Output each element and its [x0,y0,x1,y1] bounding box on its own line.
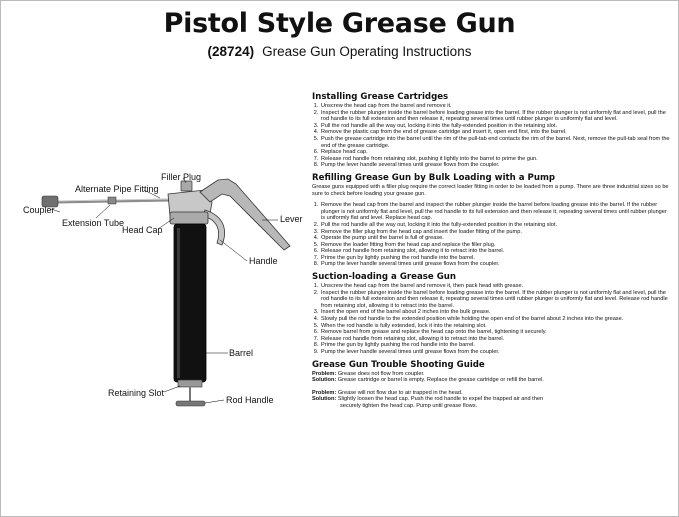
list-item: 7. Prime the gun by lightly pushing the rod handle into the barrel. [320,255,670,262]
page-title: Pistol Style Grease Gun [163,8,516,39]
suction-section [312,272,670,356]
list-item: 8. Pump the lever handle several times until grease flows from the coupler. [320,162,670,169]
list-item: 3. Pull the rod handle all the way out, locking it into the fully-extended position in the retaining slot. [320,123,670,130]
list-item: 1. Unscrew the head cap from the barrel and remove it. [320,103,670,110]
solution-continuation: securely tighten the head cap. Pump until grease flows. [340,402,478,409]
list-item: 6. Remove barrel from grease and replace the head cap onto the barrel, tightening it securely. [320,329,670,336]
list-item: 4. Operate the pump until the barrel is full of grease. [320,235,670,242]
list-item: 7. Release rod handle from retaining slot, pushing it lightly into the barrel to prime the gun. [320,156,670,163]
coupler-label: Coupler [23,205,55,215]
problem-row [312,390,670,397]
barrel-label: Barrel [229,348,254,358]
lever-label: Lever [280,214,303,224]
solution-row [312,377,670,384]
instructions-column [312,92,670,414]
refilling-section [312,173,670,268]
list-item: 6. Replace head cap. [320,149,670,156]
extension-tube-label: Extension Tube [62,218,125,228]
list-item: 5. Remove the loader fitting from the head cap and replace the filler plug. [320,242,670,249]
list-item: 6. Release rod handle from retaining slot, allowing it to retract into the barrel. [320,248,670,255]
suction-heading: Suction-loading a Grease Gun [312,272,456,283]
list-item: 9. Pump the lever handle several times until grease flows from the coupler. [320,349,670,356]
installing-section [312,92,670,169]
problem-label: Problem: [312,389,337,396]
problem-label: Problem: [312,370,337,377]
solution-label: Solution: [312,377,337,384]
list-item: 8. Prime the gun by lightly pushing the rod handle into the barrel. [320,342,670,349]
troubleshooting-heading: Grease Gun Trouble Shooting Guide [312,359,485,370]
head-cap-label: Head Cap [122,225,163,235]
subtitle-text: Grease Gun Operating Instructions [262,44,472,59]
page-subtitle [0,44,679,59]
list-item: 5. Push the grease cartridge into the barrel until the rim of the pull-tab end contacts the rim of the barrel. Next, remove the pull-tab seal from the end of the grease cartridge. [320,136,670,149]
installing-heading: Installing Grease Cartridges [312,92,449,102]
refilling-intro: Grease guns equipped with a filler plug require the correct loader fitting in order to be loaded from a pump. There are three industrial sizes so be sure to check before loading your grease gun. [312,183,669,197]
refilling-steps [312,202,670,268]
installing-steps [312,103,670,169]
solution-label: Solution: [312,396,337,403]
problem-text: Grease will not flow due to air trapped in the head. [337,389,463,396]
list-item: 5. When the rod handle is fully extended, lock it into the retaining slot. [320,323,670,330]
troubleshooting-section [312,360,670,410]
refilling-heading: Refilling Grease Gun by Bulk Loading with a Pump [312,172,556,183]
solution-text: Grease cartridge or barrel is empty. Replace the grease cartridge or refill the barrel. [337,377,544,384]
list-item: 2. Inspect the rubber plunger inside the barrel before loading grease into the barrel. If the rubber plunger is not uniformly flat and level, pull the rod handle to its full extension and then release it, repeating several times until rubber plunger is uniformly flat and level. Release rod handle from retaining slot, allowing it to retract into the barrel. [320,290,670,310]
list-item: 2. Inspect the rubber plunger inside the barrel before loading grease into the barrel. If the rubber plunger is not uniformly flat and level, pull the rod handle to its full extension and then release it, repeating several times until rubber plunger is uniformly flat and level. [320,110,670,123]
alternate-pipe-fitting-label: Alternate Pipe Fitting [75,184,159,194]
problem-row [312,371,670,378]
list-item: 1. Unscrew the head cap from the barrel and remove it, then pack head with grease. [320,283,670,290]
problem-text: Grease does not flow from coupler. [337,370,425,377]
grease-gun-diagram [0,150,310,420]
solution-row [312,396,670,403]
handle-label: Handle [249,256,278,266]
filler-plug-label: Filler Plug [161,172,202,182]
list-item: 1. Remove the head cap from the barrel and inspect the rubber plunger inside the barrel before loading grease into the barrel. If the rubber plunger is not uniformly flat and level, pull the rod handle to its full extension and then release it, repeating several times until rubber plunger is uniformly flat and level. Replace head cap. [320,202,670,222]
list-item: 4. Slowly pull the rod handle to the extended position while holding the open end of the barrel about 2 inches into the grease. [320,316,670,323]
list-item: 7. Release rod handle from retaining slot, allowing it to retract into the barrel. [320,336,670,343]
list-item: 8. Pump the lever handle several times until grease flows from the coupler. [320,261,670,268]
solution-text: Slightly loosen the head cap. Push the rod handle to expel the trapped air and then [337,396,544,403]
rod-handle-label: Rod Handle [226,395,274,405]
list-item: 4. Remove the plastic cap from the end of grease cartridge and insert it, open end first, into the barrel. [320,129,670,136]
retaining-slot-label: Retaining Slot [108,388,165,398]
list-item: 2. Pull the rod handle all the way out, locking it into the fully-extended position in the retaining slot. [320,222,670,229]
part-number: (28724) [207,44,255,59]
list-item: 3. Insert the open end of the barrel about 2 inches into the bulk grease. [320,309,670,316]
suction-steps [312,283,670,356]
list-item: 3. Remove the filler plug from the head cap and insert the loader fitting of the pump. [320,229,670,236]
